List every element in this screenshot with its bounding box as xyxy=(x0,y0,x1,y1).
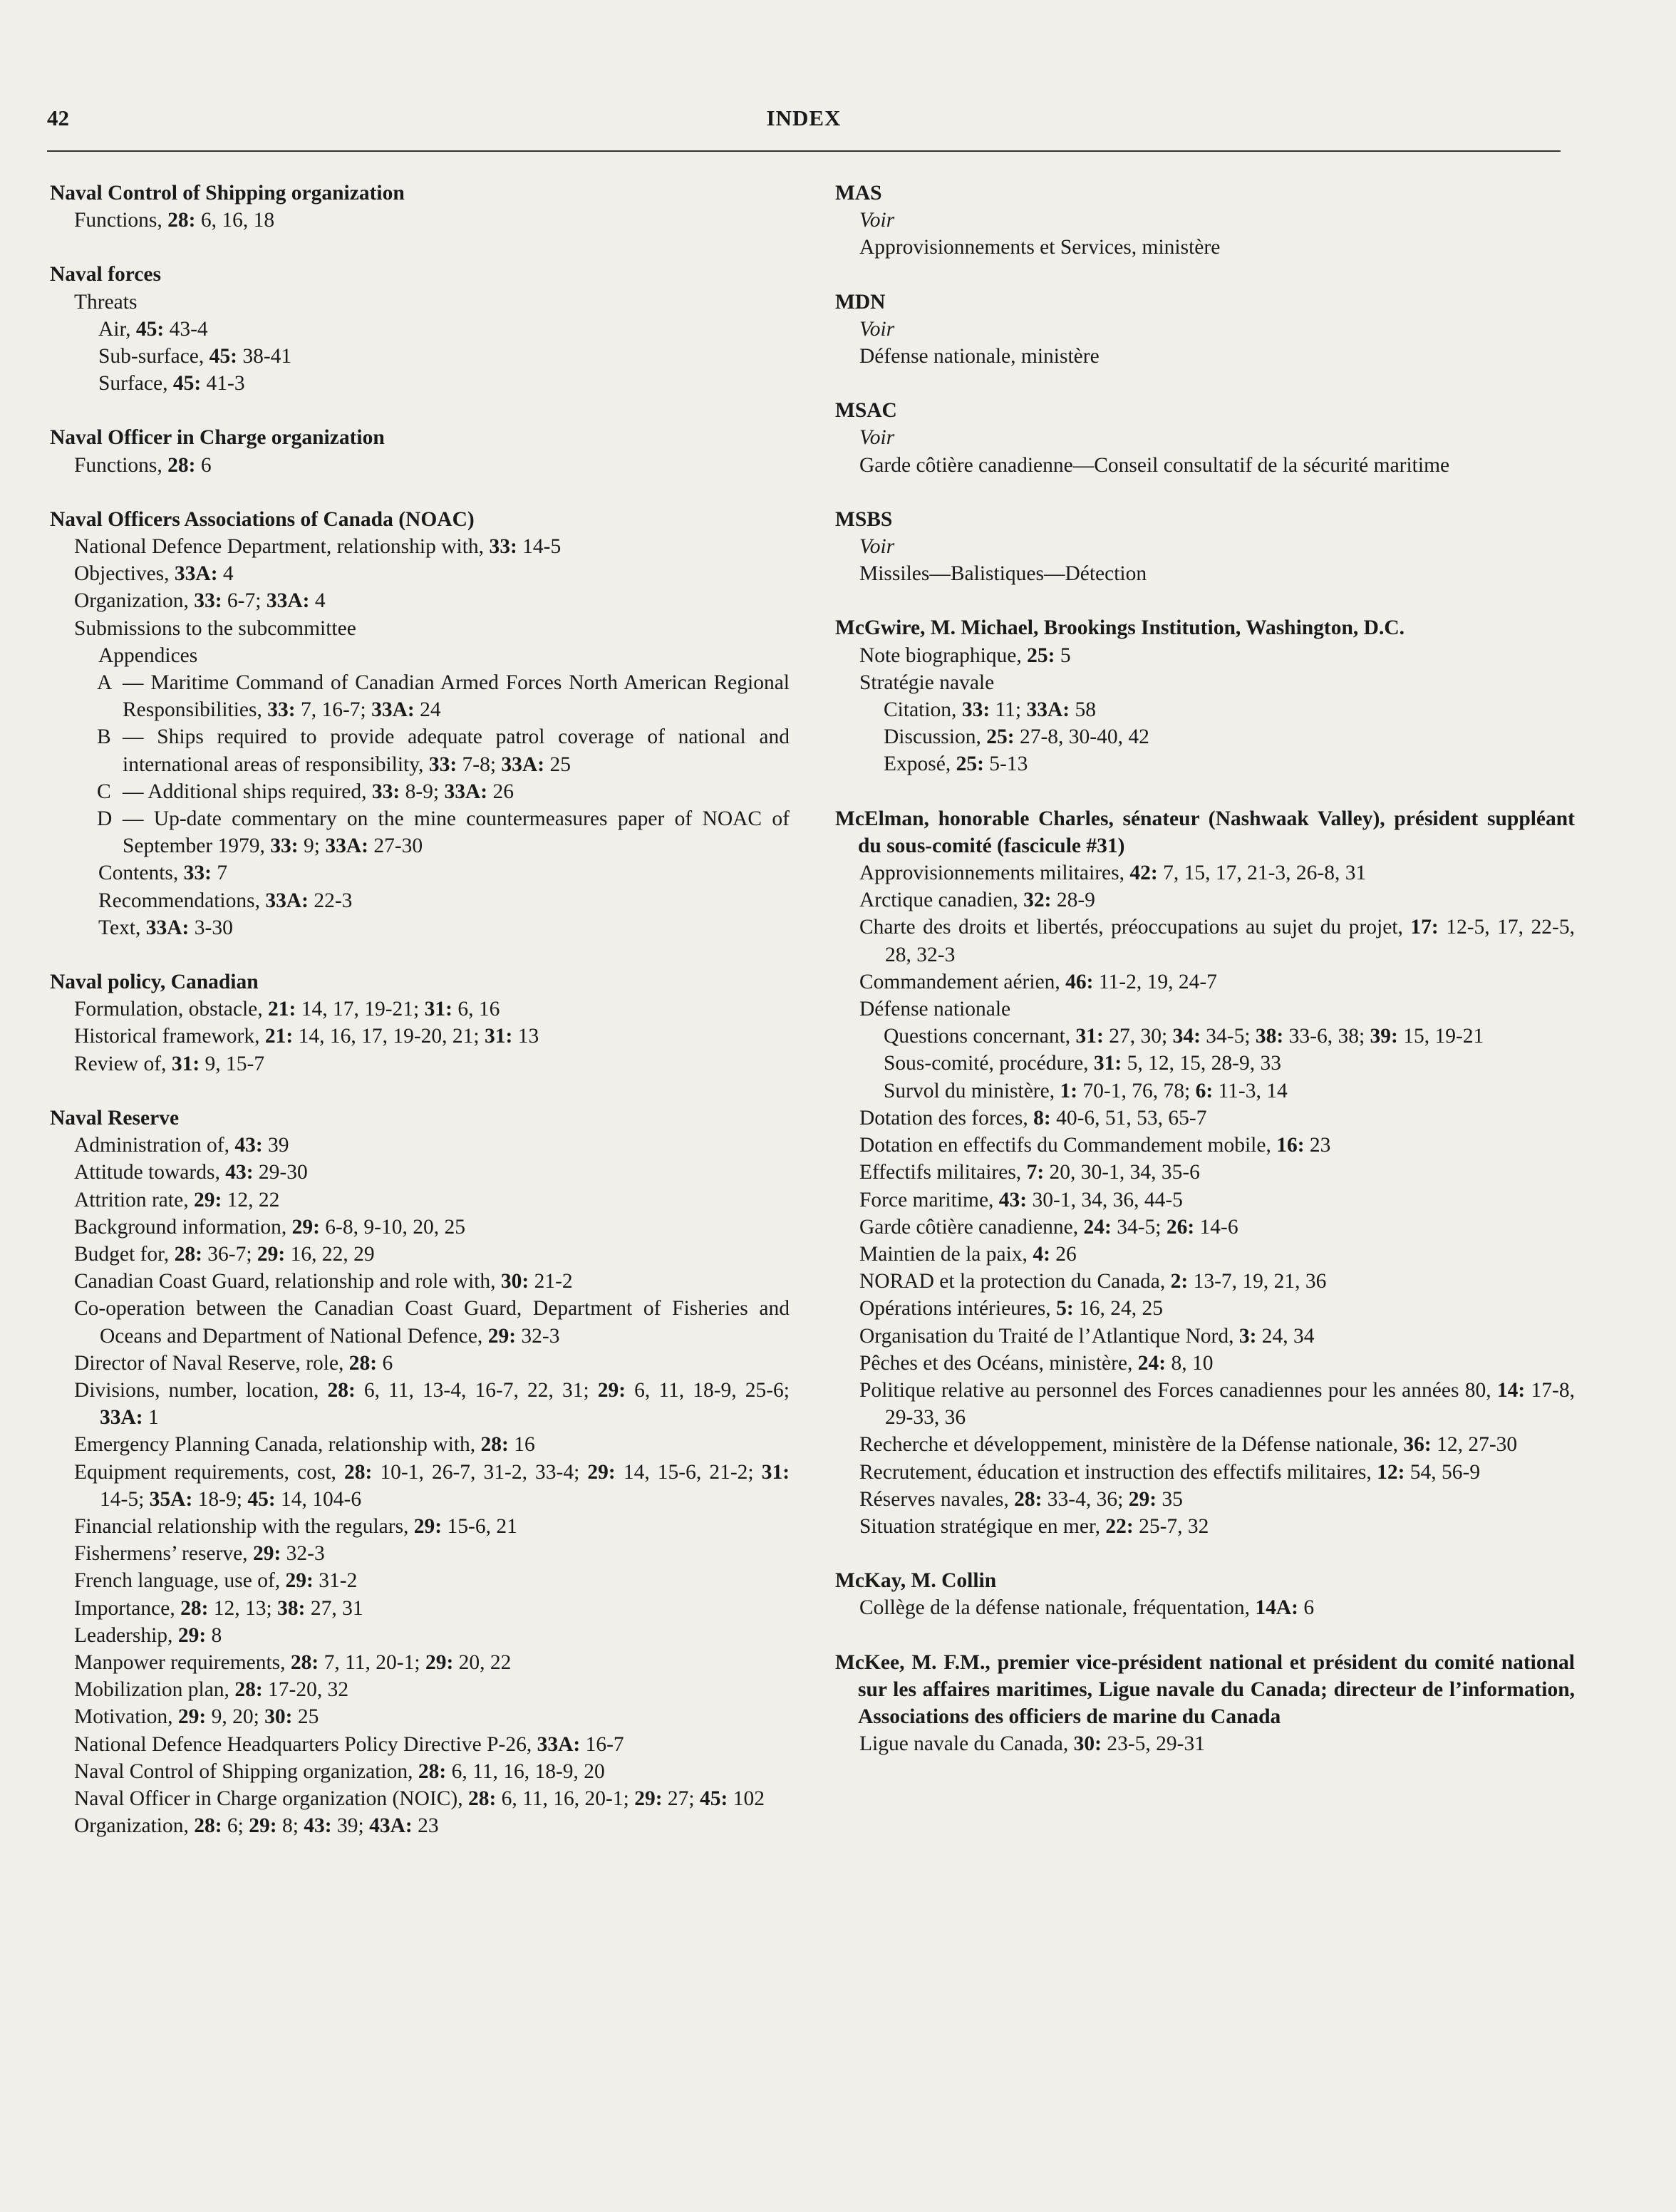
subentry-line: Défense nationale, ministère xyxy=(859,345,1100,368)
subentry-line: Sub-surface, 45: 38-41 xyxy=(98,345,292,368)
subentry-line: Organisation du Traité de l’Atlantique Nord, 3: 24, 34 xyxy=(859,1324,1315,1348)
subentry-line: Collège de la défense nationale, fréquentation, 14A: 6 xyxy=(859,1596,1315,1620)
subentry-line: Divisions, number, location, 28: 6, 11, 13-4, 16-7, 22, 31; 29: 6, 11, 18-9, 25-6; 33A: 1 xyxy=(74,1378,790,1430)
appendix-letter: A xyxy=(97,671,113,695)
subentry-line: Recrutement, éducation et instruction des effectifs militaires, 12: 54, 56-9 xyxy=(859,1460,1481,1484)
subentry-line: Réserves navales, 28: 33-4, 36; 29: 35 xyxy=(859,1487,1183,1511)
subentry-line: Text, 33A: 3-30 xyxy=(98,916,233,939)
appendix-letter: B xyxy=(97,725,111,749)
index-entry xyxy=(47,1105,790,1839)
subentry-line: Equipment requirements, cost, 28: 10-1, 26-7, 31-2, 33-4; 29: 14, 15-6, 21-2; 31: 14-5; 35A: 18-9; 45: 14, 104-6 xyxy=(74,1460,790,1511)
subentry-line: Contents, 33: 7 xyxy=(98,862,228,885)
subentry-line: Missiles—Balistiques—Détection xyxy=(859,562,1147,586)
entry-heading: MDN xyxy=(835,290,886,314)
subentry-line: Dotation des forces, 8: 40-6, 51, 53, 65-7 xyxy=(859,1106,1207,1130)
index-entry xyxy=(47,180,790,234)
subentry-line: Functions, 28: 6, 16, 18 xyxy=(74,209,275,232)
subentry-line: Historical framework, 21: 14, 16, 17, 19-20, 21; 31: 13 xyxy=(74,1025,539,1048)
subentry-line: Objectives, 33A: 4 xyxy=(74,562,234,586)
subentry-line: Naval Officer in Charge organization (NOIC), 28: 6, 11, 16, 20-1; 29: 27; 45: 102 xyxy=(74,1787,765,1810)
index-entry xyxy=(832,289,1575,371)
entry-heading: Naval Reserve xyxy=(50,1106,180,1130)
index-entry xyxy=(47,968,790,1077)
entry-heading: McGwire, M. Michael, Brookings Institution, Washington, D.C. xyxy=(835,616,1405,640)
see-reference-label: Voir xyxy=(859,209,895,232)
subentry-line: Canadian Coast Guard, relationship and role with, 30: 21-2 xyxy=(74,1270,573,1293)
index-entry xyxy=(47,506,790,941)
subentry-line: Stratégie navale xyxy=(859,671,995,694)
subentry-line: Surface, 45: 41-3 xyxy=(98,372,245,396)
subentry-line: Leadership, 29: 8 xyxy=(74,1623,222,1647)
subentry-line: NORAD et la protection du Canada, 2: 13-7, 19, 21, 36 xyxy=(859,1270,1327,1293)
subentry-line: Approvisionnements militaires, 42: 7, 15, 17, 21-3, 26-8, 31 xyxy=(859,862,1367,885)
subentry-line: Approvisionnements et Services, ministère xyxy=(859,236,1221,259)
subentry-line: Submissions to the subcommittee xyxy=(74,616,356,640)
entry-heading: McKee, M. F.M., premier vice-président national et président du comité national sur les affaires maritimes, Ligue navale du Canada; directeur de l’information, Associations des officiers de marine du Canada xyxy=(835,1650,1575,1728)
subentry-line: Dotation en effectifs du Commandement mobile, 16: 23 xyxy=(859,1134,1331,1157)
entry-heading: Naval policy, Canadian xyxy=(50,971,259,994)
subentry-line: National Defence Headquarters Policy Directive P-26, 33A: 16-7 xyxy=(74,1732,624,1756)
entry-heading: McKay, M. Collin xyxy=(835,1569,997,1593)
subentry-line: Pêches et des Océans, ministère, 24: 8, 10 xyxy=(859,1351,1214,1375)
running-title: INDEX xyxy=(766,105,842,130)
subentry-line: Effectifs militaires, 7: 20, 30-1, 34, 35-6 xyxy=(859,1161,1200,1184)
subentry-line: Arctique canadien, 32: 28-9 xyxy=(859,889,1095,912)
subentry-line: Budget for, 28: 36-7; 29: 16, 22, 29 xyxy=(74,1242,375,1266)
subentry-line: Exposé, 25: 5-13 xyxy=(884,753,1028,776)
subentry-line: Appendices xyxy=(98,644,198,667)
subentry-line: Financial relationship with the regulars, 29: 15-6, 21 xyxy=(74,1514,517,1538)
subentry-line: Recherche et développement, ministère de la Défense nationale, 36: 12, 27-30 xyxy=(859,1433,1518,1457)
subentry-line: Review of, 31: 9, 15-7 xyxy=(74,1052,265,1075)
subentry-line: Opérations intérieures, 5: 16, 24, 25 xyxy=(859,1297,1164,1321)
entry-heading: MSBS xyxy=(835,507,893,531)
subentry-line: Garde côtière canadienne—Conseil consultatif de la sécurité maritime xyxy=(859,453,1450,477)
subentry-line: Fishermens’ reserve, 29: 32-3 xyxy=(74,1542,325,1566)
subentry-line: Director of Naval Reserve, role, 28: 6 xyxy=(74,1351,393,1375)
subentry-line: A — Maritime Command of Canadian Armed Forces North American Regional Responsibilities, 33: 7, 16-7; 33A: 24 xyxy=(47,669,790,723)
entry-heading: McElman, honorable Charles, sénateur (Nashwaak Valley), président suppléant du sous-comité (fascicule #31) xyxy=(835,807,1575,857)
subentry-line: Functions, 28: 6 xyxy=(74,453,212,477)
index-entry xyxy=(47,424,790,478)
entry-heading: Naval Officers Associations of Canada (NOAC) xyxy=(50,507,475,531)
see-reference-label: Voir xyxy=(859,426,895,450)
index-entry xyxy=(832,1567,1575,1621)
subentry-line: Motivation, 29: 9, 20; 30: 25 xyxy=(74,1705,319,1729)
subentry-line: Naval Control of Shipping organization, 28: 6, 11, 16, 18-9, 20 xyxy=(74,1759,605,1783)
subentry-line: Discussion, 25: 27-8, 30-40, 42 xyxy=(884,725,1149,749)
subentry-line: Administration of, 43: 39 xyxy=(74,1134,289,1157)
page-number: 42 xyxy=(47,105,69,130)
index-entry xyxy=(832,397,1575,479)
subentry-line: Recommendations, 33A: 22-3 xyxy=(98,889,353,912)
subentry-line: Citation, 33: 11; 33A: 58 xyxy=(884,698,1097,722)
entry-heading: Naval Officer in Charge organization xyxy=(50,426,385,450)
subentry-line: Importance, 28: 12, 13; 38: 27, 31 xyxy=(74,1596,363,1620)
subentry-line: Co-operation between the Canadian Coast Guard, Department of Fisheries and Oceans and Department of National Defence, 29: 32-3 xyxy=(74,1297,790,1348)
subentry-line: Note biographique, 25: 5 xyxy=(859,644,1071,667)
subentry-line: Ligue navale du Canada, 30: 23-5, 29-31 xyxy=(859,1732,1205,1756)
entry-heading: MSAC xyxy=(835,399,897,423)
subentry-line: Threats xyxy=(74,290,138,314)
entry-heading: Naval forces xyxy=(50,263,161,286)
see-reference-label: Voir xyxy=(859,317,895,341)
subentry-line: Attitude towards, 43: 29-30 xyxy=(74,1161,308,1184)
subentry-line: Air, 45: 43-4 xyxy=(98,317,208,341)
subentry-line: Formulation, obstacle, 21: 14, 17, 19-21; 31: 6, 16 xyxy=(74,998,500,1021)
subentry-line: D — Up-date commentary on the mine countermeasures paper of NOAC of September 1979, 33: 9; 33A: 27-30 xyxy=(47,805,790,859)
index-entry xyxy=(832,1649,1575,1758)
index-entry xyxy=(47,261,790,397)
index-column-left xyxy=(47,180,790,1866)
index-entry xyxy=(832,180,1575,262)
subentry-line: Charte des droits et libertés, préoccupations au sujet du projet, 17: 12-5, 17, 22-5, 28, 32-3 xyxy=(859,916,1575,966)
subentry-line: C — Additional ships required, 33: 8-9; 33A: 26 xyxy=(47,778,790,805)
subentry-line: Commandement aérien, 46: 11-2, 19, 24-7 xyxy=(859,970,1217,993)
subentry-line: Manpower requirements, 28: 7, 11, 20-1; 29: 20, 22 xyxy=(74,1650,512,1674)
entry-heading: Naval Control of Shipping organization xyxy=(50,182,405,205)
subentry-line: Mobilization plan, 28: 17-20, 32 xyxy=(74,1678,349,1702)
entry-heading: MAS xyxy=(835,182,882,205)
subentry-line: Garde côtière canadienne, 24: 34-5; 26: 14-6 xyxy=(859,1215,1238,1239)
subentry-line: Maintien de la paix, 4: 26 xyxy=(859,1242,1077,1266)
subentry-line: National Defence Department, relationship with, 33: 14-5 xyxy=(74,535,562,559)
subentry-line: Sous-comité, procédure, 31: 5, 12, 15, 28-9, 33 xyxy=(884,1052,1281,1075)
subentry-line: Survol du ministère, 1: 70-1, 76, 78; 6: 11-3, 14 xyxy=(884,1079,1288,1102)
subentry-line: Défense nationale xyxy=(859,998,1011,1021)
subentry-line: Organization, 28: 6; 29: 8; 43: 39; 43A: 23 xyxy=(74,1814,439,1838)
subentry-line: B — Ships required to provide adequate patrol coverage of national and international areas of responsibility, 33: 7-8; 33A: 25 xyxy=(47,723,790,777)
subentry-line: Politique relative au personnel des Forces canadiennes pour les années 80, 14: 17-8, 29-33, 36 xyxy=(859,1378,1575,1430)
see-reference-label: Voir xyxy=(859,535,895,559)
subentry-line: Emergency Planning Canada, relationship with, 28: 16 xyxy=(74,1433,535,1457)
subentry-line: Force maritime, 43: 30-1, 34, 36, 44-5 xyxy=(859,1188,1183,1211)
subentry-line: Situation stratégique en mer, 22: 25-7, 32 xyxy=(859,1514,1209,1538)
index-entry xyxy=(832,805,1575,1540)
appendix-letter: C xyxy=(97,780,111,803)
index-entry xyxy=(832,506,1575,588)
index-column-right xyxy=(832,180,1575,1784)
subentry-line: French language, use of, 29: 31-2 xyxy=(74,1569,358,1593)
subentry-line: Attrition rate, 29: 12, 22 xyxy=(74,1188,280,1211)
appendix-letter: D xyxy=(97,807,113,831)
header-rule xyxy=(47,150,1561,152)
index-entry xyxy=(832,614,1575,777)
subentry-line: Questions concernant, 31: 27, 30; 34: 34-5; 38: 33-6, 38; 39: 15, 19-21 xyxy=(884,1025,1484,1048)
subentry-line: Background information, 29: 6-8, 9-10, 20, 25 xyxy=(74,1215,465,1239)
subentry-line: Organization, 33: 6-7; 33A: 4 xyxy=(74,589,326,613)
page-header xyxy=(47,105,1561,140)
